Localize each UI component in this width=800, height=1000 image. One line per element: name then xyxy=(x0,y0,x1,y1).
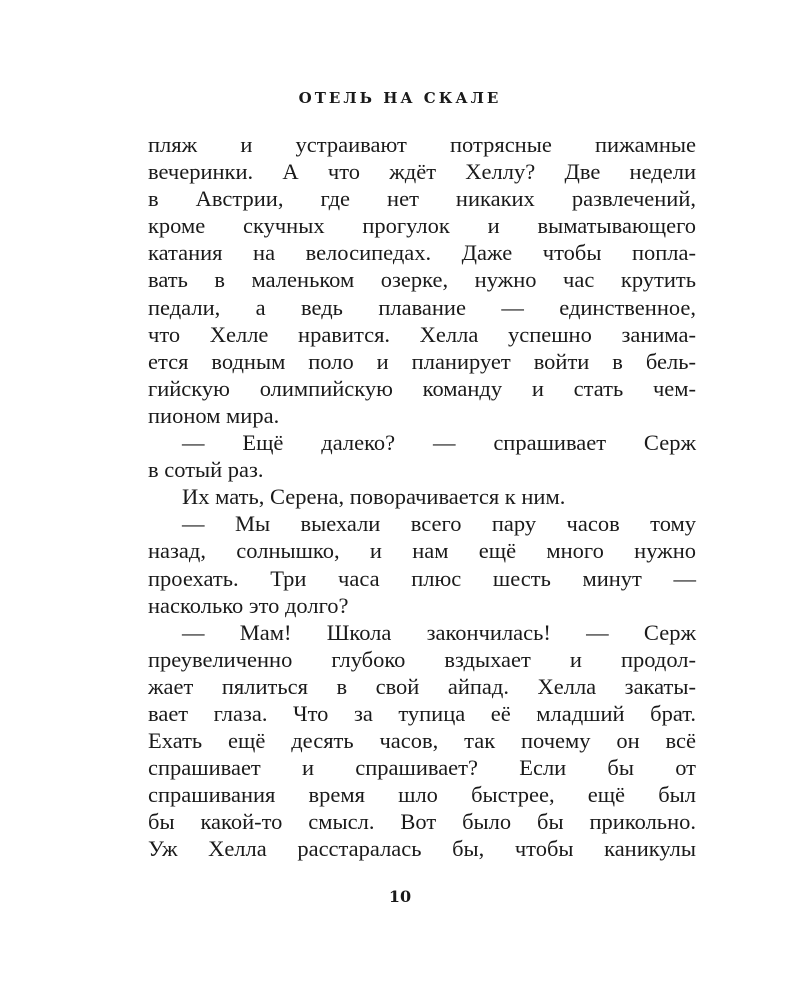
text-line: пляж и устраивают потрясные пижамные xyxy=(148,132,696,157)
body-text xyxy=(148,131,696,863)
text-line: в сотый раз. xyxy=(148,457,264,483)
text-line: что Хелле нравится. Хелла успешно занима- xyxy=(148,321,696,347)
text-line: Их мать, Серена, поворачивается к ним. xyxy=(182,484,566,510)
text-line: проехать. Три часа плюс шесть минут — xyxy=(148,565,696,591)
text-line: назад, солнышко, и нам ещё много нужно xyxy=(148,538,696,564)
text-line: педали, а ведь плавание — единственное, xyxy=(148,294,696,320)
text-line: спрашивания время шло быстрее, ещё был xyxy=(148,782,696,808)
text-line: Уж Хелла расстаралась бы, чтобы каникулы xyxy=(148,836,696,862)
text-line: вечеринки. А что ждёт Хеллу? Две недели xyxy=(148,159,696,185)
text-line: — Мы выехали всего пару часов тому xyxy=(182,511,696,537)
text-line: насколько это долго? xyxy=(148,592,349,618)
text-line: вать в маленьком озерке, нужно час крутить xyxy=(148,267,696,293)
text-line: в Австрии, где нет никаких развлечений, xyxy=(148,186,696,212)
text-line: кроме скучных прогулок и выматывающего xyxy=(148,213,696,239)
text-line: пионом мира. xyxy=(148,402,280,428)
text-line: преувеличенно глубоко вздыхает и продол- xyxy=(148,646,696,672)
text-line: Ехать ещё десять часов, так почему он всё xyxy=(148,728,696,754)
text-line: гийскую олимпийскую команду и стать чем- xyxy=(148,375,696,401)
page-number: 10 xyxy=(388,887,412,906)
text-line: катания на велосипедах. Даже чтобы попла- xyxy=(148,240,696,266)
text-line: спрашивает и спрашивает? Если бы от xyxy=(148,755,696,781)
text-line: — Ещё далеко? — спрашивает Серж xyxy=(182,430,696,456)
text-line: — Мам! Школа закончилась! — Серж xyxy=(182,619,696,645)
text-line: ется водным поло и планирует войти в бель- xyxy=(148,348,696,374)
text-line: бы какой-то смысл. Вот было бы прикольно. xyxy=(148,809,696,835)
running-head: ОТЕЛЬ НА СКАЛЕ xyxy=(298,89,502,107)
text-line: вает глаза. Что за тупица её младший брат. xyxy=(148,700,696,726)
text-line: жает пялиться в свой айпад. Хелла закаты- xyxy=(148,673,696,699)
